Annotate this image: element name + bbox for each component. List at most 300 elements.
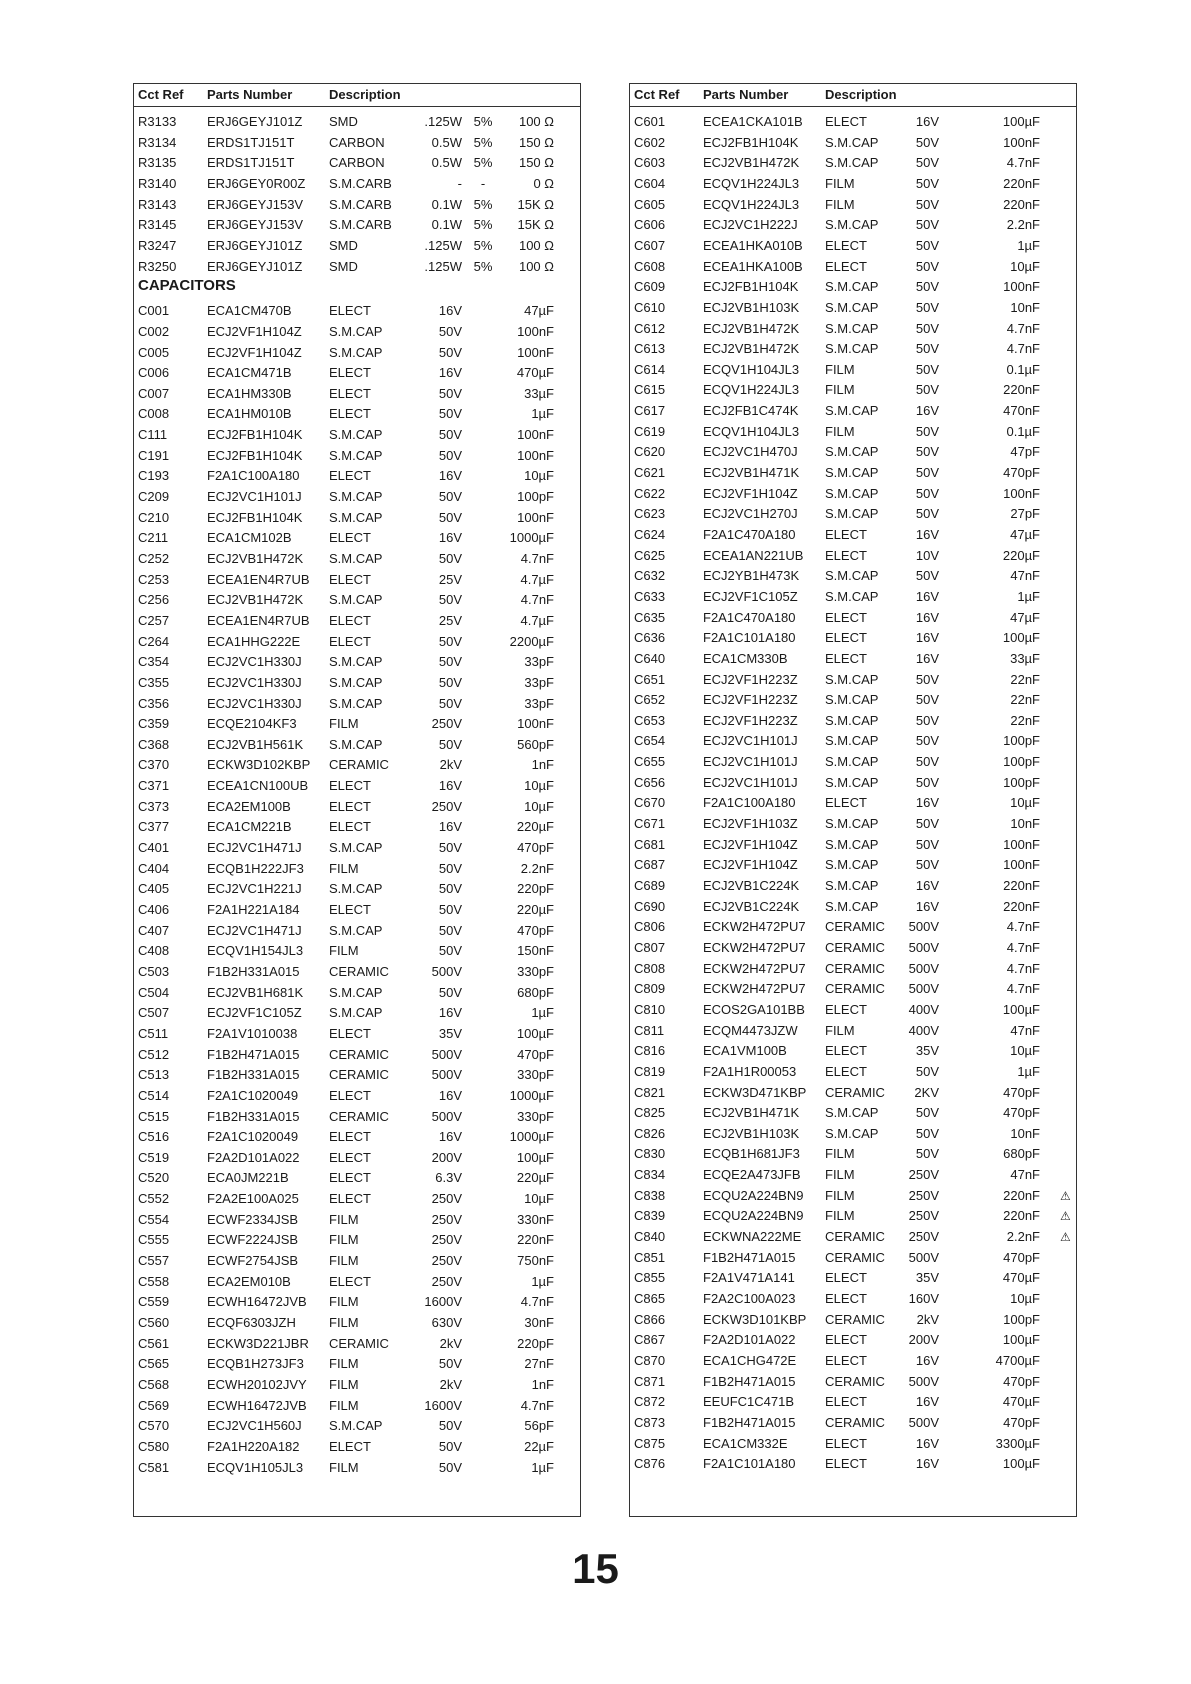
value: 1µF — [531, 1460, 554, 1475]
parts-number: ECEA1AN221UB — [703, 548, 804, 563]
parts-number: ERJ6GEY0R00Z — [207, 176, 306, 191]
capacitor-row — [134, 694, 580, 714]
voltage: 50V — [438, 1418, 462, 1433]
parts-number: ERDS1TJ151T — [207, 135, 295, 150]
header-parts-number: Parts Number — [207, 87, 293, 102]
value: 4.7nF — [520, 551, 554, 566]
parts-number: F1B2H471A015 — [207, 1047, 300, 1062]
cct-ref: C615 — [634, 382, 666, 397]
cct-ref: C654 — [634, 733, 666, 748]
voltage: 50V — [915, 816, 939, 831]
header-description: Description — [825, 87, 897, 102]
parts-number: ECA1VM100B — [703, 1043, 787, 1058]
parts-number: ECJ2VB1H472K — [207, 592, 304, 607]
value: 330pF — [517, 1067, 554, 1082]
value: 470µF — [1002, 1270, 1040, 1285]
cct-ref: C554 — [138, 1212, 170, 1227]
cct-ref: C840 — [634, 1229, 666, 1244]
capacitor-row — [630, 1186, 1076, 1206]
value: 47nF — [1010, 1167, 1040, 1182]
value: 100µF — [516, 1150, 554, 1165]
capacitor-row — [630, 1103, 1076, 1123]
capacitor-row — [134, 921, 580, 941]
capacitor-row — [134, 632, 580, 652]
parts-number: F2A1C470A180 — [703, 527, 796, 542]
tolerance: 5% — [473, 155, 493, 170]
safety-warning-icon: ⚠ — [1060, 1230, 1071, 1244]
resistor-row — [134, 112, 580, 132]
parts-number: ECJ2VC1H330J — [207, 696, 302, 711]
description: SMD — [329, 114, 358, 129]
capacitor-row — [630, 525, 1076, 545]
capacitor-row — [134, 446, 580, 466]
voltage: 16V — [438, 1129, 462, 1144]
cct-ref: C810 — [634, 1002, 666, 1017]
capacitor-row — [630, 649, 1076, 669]
capacitor-row — [134, 1003, 580, 1023]
value: 220nF — [1003, 1188, 1040, 1203]
value: 1µF — [531, 1274, 554, 1289]
description: CERAMIC — [825, 1250, 885, 1265]
voltage: 16V — [438, 1088, 462, 1103]
resistor-row — [134, 236, 580, 256]
parts-number: ECJ2YB1H473K — [703, 568, 800, 583]
parts-number: ECJ2VB1H472K — [703, 321, 800, 336]
cct-ref: C617 — [634, 403, 666, 418]
cct-ref: C851 — [634, 1250, 666, 1265]
value: 1µF — [531, 406, 554, 421]
description: S.M.CAP — [329, 592, 383, 607]
cct-ref: C651 — [634, 672, 666, 687]
value: 15K Ω — [517, 217, 554, 232]
description: S.M.CARB — [329, 197, 392, 212]
capacitor-row — [630, 773, 1076, 793]
capacitor-row — [134, 1168, 580, 1188]
cct-ref: C689 — [634, 878, 666, 893]
voltage: 50V — [915, 197, 939, 212]
description: S.M.CAP — [825, 899, 879, 914]
voltage: 50V — [915, 1064, 939, 1079]
description: S.M.CAP — [825, 341, 879, 356]
voltage: 16V — [915, 1353, 939, 1368]
description: CERAMIC — [329, 1067, 389, 1082]
cct-ref: C569 — [138, 1398, 170, 1413]
value: 47nF — [1010, 568, 1040, 583]
voltage: 50V — [438, 489, 462, 504]
description: ELECT — [329, 799, 371, 814]
voltage: 50V — [915, 713, 939, 728]
value: 4.7µF — [520, 613, 554, 628]
voltage: 250V — [908, 1167, 939, 1182]
voltage: 50V — [915, 486, 939, 501]
value: 33µF — [1010, 651, 1040, 666]
cct-ref: C209 — [138, 489, 170, 504]
parts-number: ECWH16472JVB — [207, 1294, 307, 1309]
parts-number: F2A1C100A180 — [703, 795, 796, 810]
description: ELECT — [825, 114, 867, 129]
voltage: 500V — [431, 964, 462, 979]
capacitor-row — [134, 1189, 580, 1209]
voltage: 50V — [438, 406, 462, 421]
value: 220nF — [517, 1232, 554, 1247]
description: S.M.CAP — [329, 1418, 383, 1433]
description: S.M.CAP — [825, 444, 879, 459]
cct-ref: C671 — [634, 816, 666, 831]
description: ELECT — [329, 530, 371, 545]
cct-ref: C855 — [634, 1270, 666, 1285]
cct-ref: C826 — [634, 1126, 666, 1141]
parts-number: ECJ2VC1H470J — [703, 444, 798, 459]
capacitor-row — [134, 1230, 580, 1250]
value: 2200µF — [509, 634, 554, 649]
cct-ref: C635 — [634, 610, 666, 625]
voltage: 16V — [915, 795, 939, 810]
capacitor-row — [630, 628, 1076, 648]
cct-ref: C401 — [138, 840, 170, 855]
cct-ref: C191 — [138, 448, 170, 463]
description: S.M.CAP — [329, 1005, 383, 1020]
description: S.M.CAP — [825, 1126, 879, 1141]
description: SMD — [329, 259, 358, 274]
parts-number: ECA1HM330B — [207, 386, 292, 401]
voltage: 50V — [915, 238, 939, 253]
value: 2.2nF — [1006, 1229, 1040, 1244]
capacitor-row — [134, 755, 580, 775]
cct-ref: C871 — [634, 1374, 666, 1389]
cct-ref: C565 — [138, 1356, 170, 1371]
description: FILM — [329, 1253, 359, 1268]
voltage: 16V — [915, 651, 939, 666]
cct-ref: C008 — [138, 406, 170, 421]
cct-ref: C808 — [634, 961, 666, 976]
description: ELECT — [825, 1270, 867, 1285]
value: 220µF — [516, 902, 554, 917]
value: 100nF — [517, 324, 554, 339]
description: ELECT — [329, 406, 371, 421]
cct-ref: C511 — [138, 1026, 169, 1041]
parts-number: ECKW3D221JBR — [207, 1336, 309, 1351]
capacitor-row — [630, 319, 1076, 339]
cct-ref: C609 — [634, 279, 666, 294]
value: 27nF — [524, 1356, 554, 1371]
parts-table-right — [629, 83, 1077, 1517]
description: S.M.CAP — [825, 857, 879, 872]
cct-ref: C825 — [634, 1105, 666, 1120]
capacitor-row — [630, 1351, 1076, 1371]
description: S.M.CAP — [825, 775, 879, 790]
cct-ref: C356 — [138, 696, 170, 711]
capacitor-row — [630, 855, 1076, 875]
value: 330nF — [517, 1212, 554, 1227]
parts-number: ECJ2FB1H104K — [207, 510, 303, 525]
voltage: 250V — [431, 1253, 462, 1268]
voltage: 500V — [908, 1250, 939, 1265]
voltage: 50V — [915, 857, 939, 872]
value: 10nF — [1010, 300, 1040, 315]
capacitor-row — [134, 611, 580, 631]
cct-ref: R3140 — [138, 176, 177, 191]
parts-number: F2A2D101A022 — [207, 1150, 300, 1165]
value: 1nF — [531, 1377, 554, 1392]
cct-ref: C504 — [138, 985, 170, 1000]
parts-number: ECJ2VC1H270J — [703, 506, 798, 521]
capacitor-row — [134, 673, 580, 693]
cct-ref: C210 — [138, 510, 170, 525]
value: 470pF — [1003, 465, 1040, 480]
parts-number: ECJ2VC1H101J — [703, 754, 798, 769]
capacitor-row — [134, 301, 580, 321]
description: FILM — [825, 362, 855, 377]
voltage: 16V — [915, 403, 939, 418]
voltage: 250V — [431, 1274, 462, 1289]
description: S.M.CARB — [329, 217, 392, 232]
parts-number: ECJ2VF1H104Z — [207, 324, 302, 339]
cct-ref: C211 — [138, 530, 169, 545]
value: 10µF — [1010, 795, 1040, 810]
description: S.M.CAP — [329, 489, 383, 504]
parts-number: ECA1CHG472E — [703, 1353, 797, 1368]
value: 330pF — [517, 964, 554, 979]
capacitor-row — [134, 1065, 580, 1085]
parts-number: ECJ2VF1H103Z — [703, 816, 798, 831]
description: ELECT — [825, 630, 867, 645]
parts-number: ECJ2FB1H104K — [703, 135, 799, 150]
parts-number: ERJ6GEYJ153V — [207, 197, 304, 212]
capacitor-row — [630, 133, 1076, 153]
capacitor-row — [630, 1248, 1076, 1268]
value: 22µF — [524, 1439, 554, 1454]
parts-number: ECKW2H472PU7 — [703, 940, 806, 955]
value: 470pF — [1003, 1105, 1040, 1120]
voltage: 16V — [438, 468, 462, 483]
value: 100 Ω — [518, 114, 554, 129]
parts-number: F2A1C101A180 — [703, 630, 796, 645]
cct-ref: C619 — [634, 424, 666, 439]
header-cct-ref: Cct Ref — [138, 87, 184, 102]
voltage: 50V — [915, 465, 939, 480]
description: ELECT — [329, 902, 371, 917]
description: S.M.CAP — [329, 345, 383, 360]
cct-ref: C690 — [634, 899, 666, 914]
cct-ref: C005 — [138, 345, 170, 360]
capacitor-row — [134, 549, 580, 569]
parts-number: F2A1V471A141 — [703, 1270, 795, 1285]
cct-ref: C257 — [138, 613, 170, 628]
description: ELECT — [825, 1332, 867, 1347]
parts-number: ECQV1H104JL3 — [703, 362, 800, 377]
parts-number: ECKW3D471KBP — [703, 1085, 807, 1100]
voltage: 16V — [915, 1394, 939, 1409]
voltage: 500V — [431, 1047, 462, 1062]
capacitor-row — [134, 425, 580, 445]
value: 100pF — [517, 489, 554, 504]
description: S.M.CAP — [329, 448, 383, 463]
value: 4.7µF — [520, 572, 554, 587]
resistor-row — [134, 133, 580, 153]
parts-number: ECA1HHG222E — [207, 634, 301, 649]
cct-ref: C370 — [138, 757, 170, 772]
value: 100nF — [1003, 857, 1040, 872]
parts-number: ECJ2FB1C474K — [703, 403, 799, 418]
parts-number: ECA1CM471B — [207, 365, 292, 380]
parts-number: ECJ2VF1H104Z — [703, 837, 798, 852]
value: 100pF — [1003, 733, 1040, 748]
capacitor-row — [134, 1354, 580, 1374]
parts-number: ECJ2FB1H104K — [703, 279, 799, 294]
capacitor-row — [630, 215, 1076, 235]
parts-number: F2A1H221A184 — [207, 902, 300, 917]
cct-ref: C656 — [634, 775, 666, 790]
description: ELECT — [329, 1274, 371, 1289]
description: FILM — [825, 1146, 855, 1161]
description: FILM — [329, 1212, 359, 1227]
voltage: 50V — [438, 510, 462, 525]
description: ELECT — [825, 1291, 867, 1306]
value: 100nF — [517, 345, 554, 360]
voltage: 250V — [908, 1229, 939, 1244]
value: 4.7nF — [1006, 940, 1040, 955]
capacitor-row — [134, 466, 580, 486]
parts-number: ECJ2VF1H223Z — [703, 692, 798, 707]
parts-number: F2A1C1020049 — [207, 1129, 299, 1144]
value: 0.1µF — [1006, 362, 1040, 377]
description: FILM — [825, 1208, 855, 1223]
parts-number: ECQV1H154JL3 — [207, 943, 304, 958]
description: S.M.CAP — [329, 654, 383, 669]
voltage: 50V — [915, 176, 939, 191]
description: FILM — [329, 1232, 359, 1247]
cct-ref: C520 — [138, 1170, 170, 1185]
description: CERAMIC — [329, 964, 389, 979]
parts-number: ECJ2VB1H472K — [703, 155, 800, 170]
value: 680pF — [1003, 1146, 1040, 1161]
capacitor-row — [134, 1292, 580, 1312]
value: 150 Ω — [518, 155, 554, 170]
description: ELECT — [825, 651, 867, 666]
description: S.M.CAP — [329, 923, 383, 938]
value: 680pF — [517, 985, 554, 1000]
capacitor-row — [630, 897, 1076, 917]
parts-number: ECKW3D102KBP — [207, 757, 311, 772]
cct-ref: C368 — [138, 737, 170, 752]
parts-number: ECJ2VC1H221J — [207, 881, 302, 896]
cct-ref: C559 — [138, 1294, 170, 1309]
description: ELECT — [825, 238, 867, 253]
description: FILM — [329, 861, 359, 876]
value: 100nF — [1003, 486, 1040, 501]
cct-ref: C622 — [634, 486, 666, 501]
description: ELECT — [329, 1439, 371, 1454]
description: S.M.CAP — [825, 754, 879, 769]
parts-number: ERDS1TJ151T — [207, 155, 295, 170]
parts-number: ECJ2VB1H103K — [703, 300, 800, 315]
parts-number: F1B2H471A015 — [703, 1415, 796, 1430]
cct-ref: C806 — [634, 919, 666, 934]
description: CERAMIC — [329, 757, 389, 772]
tolerance: 5% — [473, 135, 493, 150]
value: 0.1µF — [1006, 424, 1040, 439]
voltage: 2kV — [439, 1336, 462, 1351]
parts-number: ECQV1H224JL3 — [703, 197, 800, 212]
cct-ref: C560 — [138, 1315, 170, 1330]
parts-number: ECKWNA222ME — [703, 1229, 802, 1244]
description: ELECT — [825, 1436, 867, 1451]
capacitor-row — [630, 360, 1076, 380]
voltage: 16V — [915, 1456, 939, 1471]
cct-ref: C872 — [634, 1394, 666, 1409]
value: 1000µF — [509, 1129, 554, 1144]
safety-warning-icon: ⚠ — [1060, 1209, 1071, 1223]
description: S.M.CAP — [329, 551, 383, 566]
value: 1µF — [531, 1005, 554, 1020]
voltage: 50V — [438, 696, 462, 711]
resistor-row — [134, 215, 580, 235]
tolerance: - — [480, 176, 486, 191]
capacitor-row — [134, 900, 580, 920]
capacitor-row — [134, 322, 580, 342]
description: CARBON — [329, 135, 385, 150]
voltage: 250V — [431, 799, 462, 814]
cct-ref: C252 — [138, 551, 170, 566]
header-cct-ref: Cct Ref — [634, 87, 680, 102]
parts-number: ECJ2VB1H681K — [207, 985, 304, 1000]
cct-ref: C001 — [138, 303, 170, 318]
cct-ref: C830 — [634, 1146, 666, 1161]
value: 470nF — [1003, 403, 1040, 418]
description: FILM — [329, 1460, 359, 1475]
capacitor-row — [630, 257, 1076, 277]
value: 100nF — [517, 510, 554, 525]
cct-ref: C625 — [634, 548, 666, 563]
cct-ref: C605 — [634, 197, 666, 212]
capacitor-row — [134, 1107, 580, 1127]
capacitor-row — [630, 876, 1076, 896]
voltage: 6.3V — [435, 1170, 462, 1185]
cct-ref: C602 — [634, 135, 666, 150]
cct-ref: C865 — [634, 1291, 666, 1306]
voltage: 50V — [915, 382, 939, 397]
capacitor-row — [134, 590, 580, 610]
parts-number: ECA0JM221B — [207, 1170, 289, 1185]
value: 100µF — [1002, 1456, 1040, 1471]
cct-ref: C377 — [138, 819, 170, 834]
value: 4.7nF — [1006, 155, 1040, 170]
cct-ref: C604 — [634, 176, 666, 191]
voltage: 200V — [431, 1150, 462, 1165]
parts-number: ECJ2VC1H560J — [207, 1418, 302, 1433]
voltage: 250V — [908, 1188, 939, 1203]
capacitor-row — [134, 528, 580, 548]
voltage: 500V — [908, 981, 939, 996]
parts-number: ECJ2VB1C224K — [703, 899, 800, 914]
cct-ref: C373 — [138, 799, 170, 814]
description: S.M.CAP — [825, 878, 879, 893]
description: FILM — [329, 943, 359, 958]
parts-number: ECJ2VB1H472K — [703, 341, 800, 356]
parts-number: F2A1H1R00053 — [703, 1064, 797, 1079]
voltage: 16V — [438, 819, 462, 834]
description: ELECT — [825, 1043, 867, 1058]
description: S.M.CAP — [825, 816, 879, 831]
voltage: 35V — [438, 1026, 462, 1041]
value: 1000µF — [509, 1088, 554, 1103]
description: FILM — [329, 1398, 359, 1413]
parts-number: F2A1C100A180 — [207, 468, 300, 483]
cct-ref: C876 — [634, 1456, 666, 1471]
cct-ref: C111 — [138, 427, 168, 442]
value: 1µF — [1017, 238, 1040, 253]
cct-ref: C581 — [138, 1460, 170, 1475]
